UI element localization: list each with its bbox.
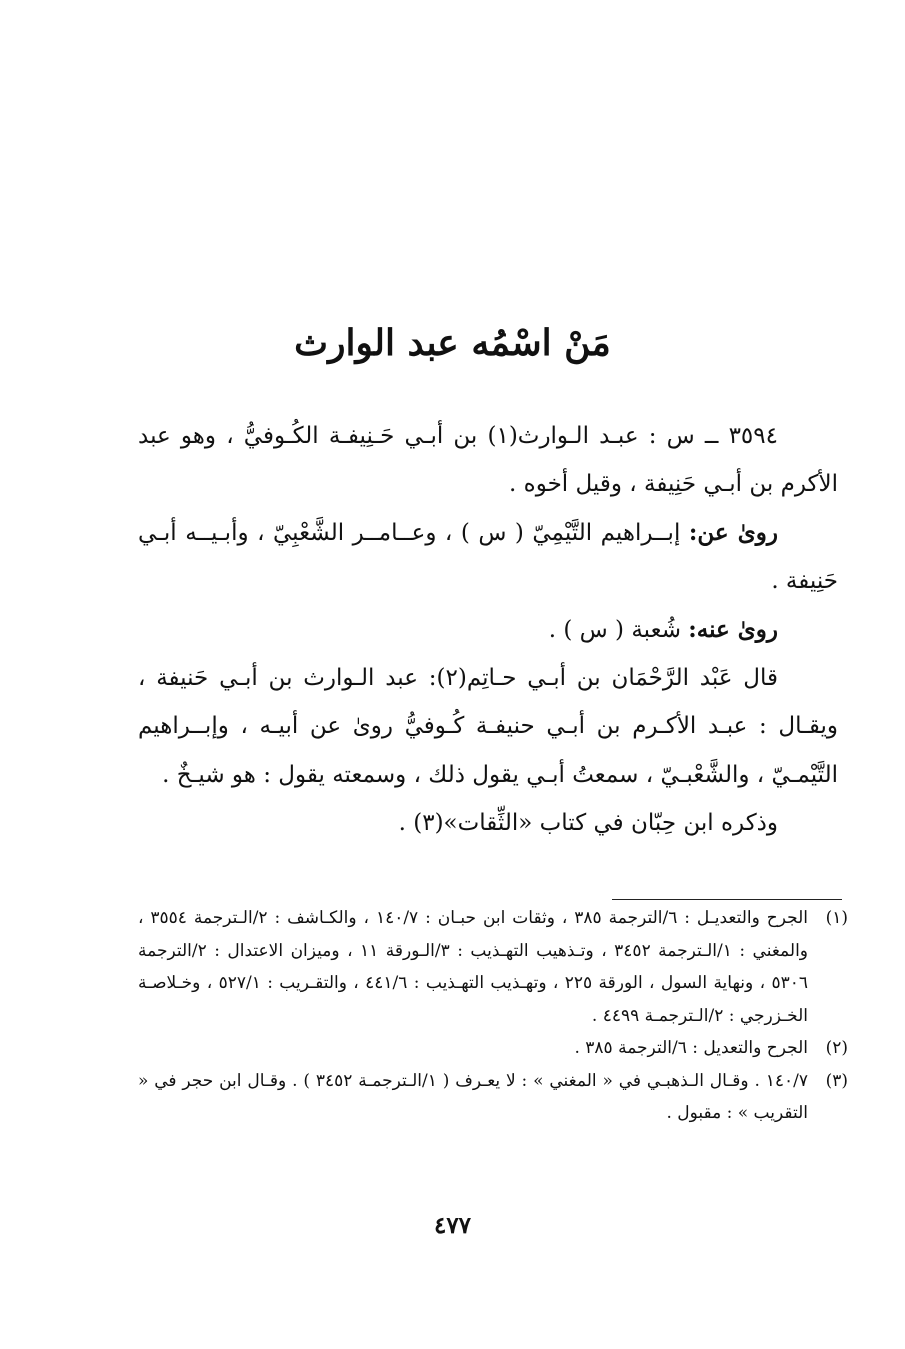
- footnote: [138, 1032, 848, 1065]
- footnote: [138, 1065, 848, 1130]
- ibn-hibban-paragraph: وذكره ابن حِبّان في كتاب «الثِّقات»(٣) .: [398, 810, 778, 837]
- section-title: مَنْ اسْمُه عبد الوارث: [294, 322, 611, 364]
- footnote-divider: [612, 899, 842, 900]
- narrated-by-text: شُعبة ( س ) .: [548, 616, 681, 643]
- page-number: ٤٧٧: [433, 1212, 472, 1239]
- footnote-number: (٣): [825, 1070, 848, 1091]
- footnote-text: الجرح والتعديل : ٦/الترجمة ٣٨٥ .: [574, 1038, 808, 1058]
- narrated-from-text: إبــراهيم التَّيْمِيّ ( س ) ، وعــامــر الشَّعْبِيّ ، وأبـيــه أبـي حَنِيفة .: [138, 519, 838, 595]
- footnotes: [138, 902, 848, 1130]
- ibn-abi-hatim-paragraph: قال عَبْد الرَّحْمَان بن أبـي حـاتِم(٢): عبد الـوارث بن أبـي حَنيفة ، ويقـال : عبـد الأكـرم بن أبـي حنيفـة كُـوفيُّ روىٰ عن أبيـه ، وإبــراهيم التَّيْمـيّ ، والشَّعْبـيّ ، سمعتُ أبـي يقول ذلك ، وسمعته يقول : هو شيـخٌ .: [138, 665, 838, 788]
- footnote-number: (١): [825, 908, 848, 928]
- footnote-number: (٢): [825, 1038, 848, 1058]
- entry-heading: ٣٥٩٤ ــ س : عبـد الـوارث(١) بن أبـي حَـنِيفـة الكُـوفيُّ ، وهو عبد الأكرم بن أبـي حَنِيفة ، وقيل أخوه .: [138, 423, 838, 498]
- footnote-text: ١٤٠/٧ . وقـال الـذهبـي في « المغني » : لا يعـرف ( ١/الـترجمـة ٣٤٥٢ ) . وقـال ابن حجر في « التقريب » : مقبول .: [138, 1070, 808, 1123]
- footnote-text: الجرح والتعديـل : ٦/الترجمة ٣٨٥ ، وثقات ابن حبـان : ١٤٠/٧ ، والكـاشف : ٢/الـترجمة ٣٥٥٤ ، والمغني : ١/الـترجمة ٣٤٥٢ ، وتـذهيب التهـذيب : ٣/الـورقة ١١ ، وميزان الاعتدال : ٢/الترجمة ٥٣٠٦ ، ونهاية السول ، الورقة ٢٢٥ ، وتهـذيب التهـذيب : ٤٤١/٦ ، والتقـريب : ٥٢٧/١ ، وخـلاصـة الخـزرجي : ٢/الـترجمـة ٤٤٩٩ .: [138, 908, 809, 1026]
- narrated-from-paragraph: [138, 509, 838, 606]
- entry-body: [138, 412, 838, 848]
- footnote: [138, 902, 848, 1032]
- narrated-by-paragraph: [138, 606, 838, 654]
- narrated-from-label: روىٰ عن:: [688, 518, 778, 546]
- narrated-by-label: روىٰ عنه:: [688, 615, 778, 643]
